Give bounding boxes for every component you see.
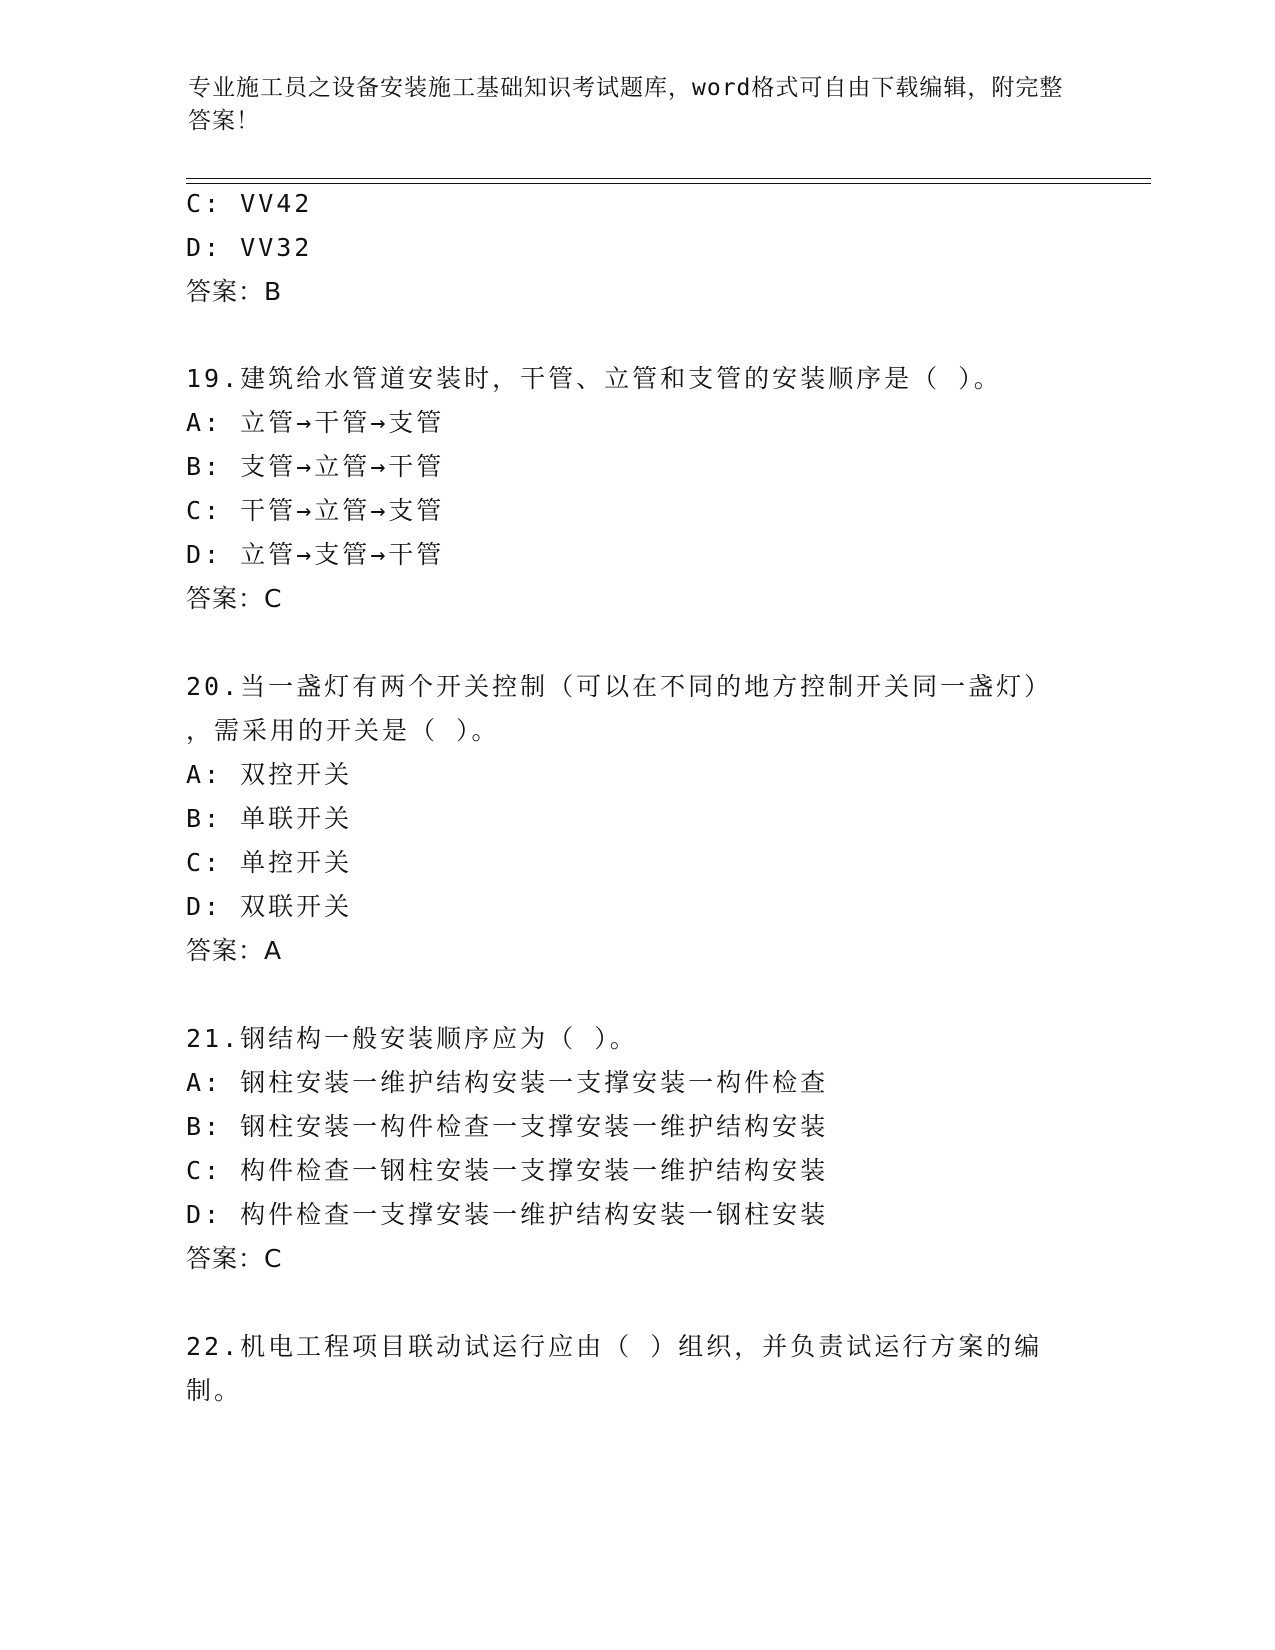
page-header: 专业施工员之设备安装施工基础知识考试题库，word格式可自由下载编辑，附完整答案！ <box>188 75 1064 134</box>
option-line: C: 构件检查一钢柱安装一支撑安装一维护结构安装 <box>186 1156 829 1185</box>
option-line: C: VV42 <box>186 189 313 218</box>
option-line: A: 立管→干管→支管 <box>186 408 445 437</box>
answer-line: 答案：B <box>186 277 283 306</box>
option-line: D: VV32 <box>186 233 313 262</box>
option-line: C: 干管→立管→支管 <box>186 496 445 525</box>
question-line: 制。 <box>186 1376 243 1405</box>
question-line: 21.钢结构一般安装顺序应为（ ）。 <box>186 1024 638 1053</box>
option-line: C: 单控开关 <box>186 848 353 877</box>
option-line: D: 构件检查一支撑安装一维护结构安装一钢柱安装 <box>186 1200 829 1229</box>
answer-line: 答案：A <box>186 936 283 965</box>
option-line: B: 钢柱安装一构件检查一支撑安装一维护结构安装 <box>186 1112 829 1141</box>
question-line: 19.建筑给水管道安装时，干管、立管和支管的安装顺序是（ ）。 <box>186 364 1002 393</box>
header-rule-top <box>186 178 1151 179</box>
answer-line: 答案：C <box>186 584 283 613</box>
option-line: B: 单联开关 <box>186 804 353 833</box>
option-line: D: 立管→支管→干管 <box>186 540 445 569</box>
question-line: ，需采用的开关是（ ）。 <box>186 716 500 745</box>
option-line: A: 双控开关 <box>186 760 353 789</box>
answer-line: 答案：C <box>186 1244 283 1273</box>
header-rule-bottom <box>186 183 1151 184</box>
option-line: B: 支管→立管→干管 <box>186 452 445 481</box>
option-line: D: 双联开关 <box>186 892 353 921</box>
question-line: 22.机电工程项目联动试运行应由（ ）组织，并负责试运行方案的编 <box>186 1332 1043 1361</box>
option-line: A: 钢柱安装一维护结构安装一支撑安装一构件检查 <box>186 1068 829 1097</box>
question-line: 20.当一盏灯有两个开关控制（可以在不同的地方控制开关同一盏灯） <box>186 672 1053 701</box>
